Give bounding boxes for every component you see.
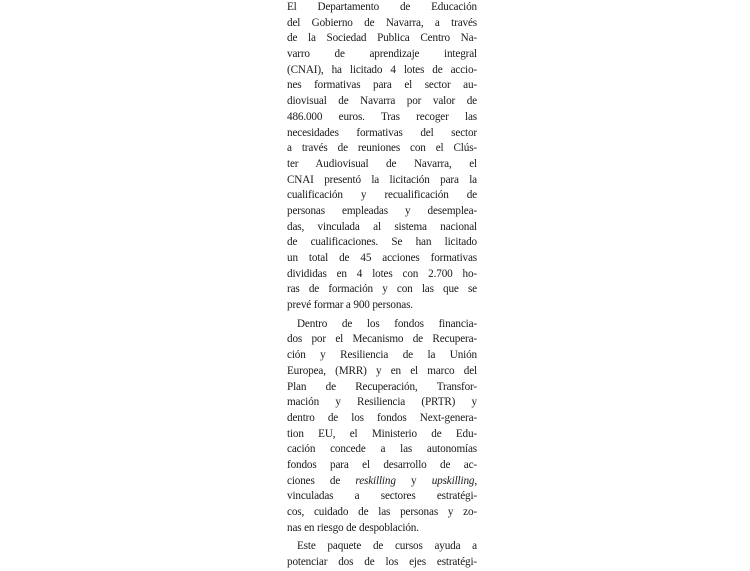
- text-line: varro de aprendizaje integral: [287, 48, 477, 61]
- text-line: vinculadas a sectores estratégi-: [287, 490, 477, 503]
- text-segment: ciones de: [287, 474, 356, 487]
- text-line: tion EU, el Ministerio de Edu-: [287, 427, 477, 440]
- text-line: Europea, (MRR) y en el marco del: [287, 364, 477, 377]
- text-line: nes formativas para el sector au-: [287, 79, 477, 92]
- text-line: cación concede a las autonomías: [287, 443, 477, 456]
- text-line: personas empleadas y desemplea-: [287, 204, 477, 217]
- text-line: diovisual de Navarra por valor de: [287, 95, 477, 108]
- text-line: de cualificaciones. Se han licitado: [287, 236, 477, 249]
- text-line: nas en riesgo de despoblación.: [287, 521, 419, 534]
- text-segment: ,: [474, 474, 477, 487]
- text-line: dentro de los fondos Next-genera-: [287, 411, 477, 424]
- text-segment: y: [395, 474, 432, 487]
- text-line: necesidades formativas del sector: [287, 126, 477, 139]
- text-line: cualificación y recualificación de: [287, 189, 477, 202]
- text-line: Dentro de los fondos financia-: [297, 317, 477, 330]
- text-line: prevé formar a 900 personas.: [287, 299, 413, 312]
- text-line: El Departamento de Educación: [287, 1, 477, 13]
- text-line: fondos para el desarrollo de ac-: [287, 458, 477, 471]
- text-line: de la Sociedad Publica Centro Na-: [287, 32, 477, 45]
- text-line: ción y Resiliencia de la Unión: [287, 349, 477, 362]
- paragraph-1: [287, 0, 477, 314]
- text-line: mación y Resiliencia (PRTR) y: [287, 396, 477, 409]
- italic-term-reskilling: reskilling: [355, 474, 396, 487]
- paragraph-3: [287, 539, 477, 570]
- text-line: 486.000 euros. Tras recoger las: [287, 110, 477, 123]
- article-column: [287, 0, 477, 571]
- text-line: das, vinculada al sistema nacional: [287, 220, 477, 233]
- text-line: un total de 45 acciones formativas: [287, 252, 477, 264]
- text-line: Plan de Recuperación, Transfor-: [287, 380, 477, 393]
- italic-text-line: [287, 474, 477, 490]
- text-line: del Gobierno de Navarra, a través: [287, 16, 477, 29]
- text-line: cos, cuidado de las personas y zo-: [287, 506, 477, 518]
- text-line: CNAI presentó la licitación para la: [287, 173, 477, 186]
- text-line: a través de reuniones con el Clús-: [287, 142, 477, 155]
- text-line: dos por el Mecanismo de Recupera-: [287, 333, 477, 346]
- text-line: potenciar dos de los ejes estratégi-: [287, 556, 477, 569]
- paragraph-2: [287, 317, 477, 537]
- text-line: (CNAI), ha licitado 4 lotes de accio-: [287, 63, 477, 76]
- text-line: ter Audiovisual de Navarra, el: [287, 157, 477, 170]
- text-line: ras de formación y con las que se: [287, 283, 477, 296]
- text-line: Este paquete de cursos ayuda a: [297, 540, 477, 553]
- text-line: divididas en 4 lotes con 2.700 ho-: [287, 267, 477, 280]
- italic-term-upskilling: upskilling: [431, 474, 475, 487]
